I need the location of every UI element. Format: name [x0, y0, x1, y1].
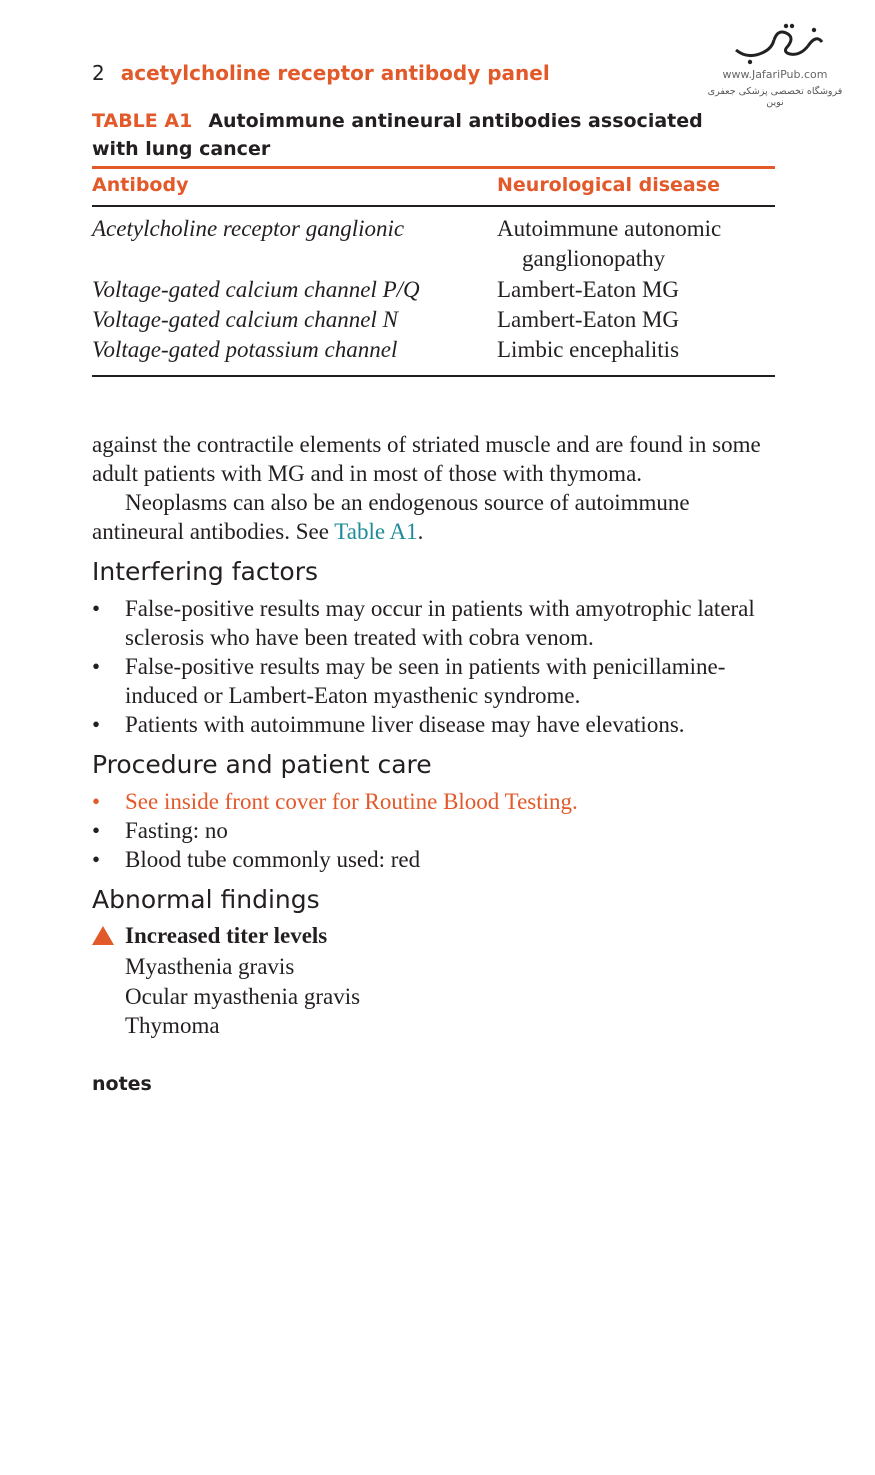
list-item: [92, 594, 782, 652]
body-paragraph: [92, 488, 782, 546]
publisher-watermark: [700, 20, 860, 108]
table-label: TABLE A1: [92, 110, 193, 132]
list-item-text: False-positive results may occur in patients with amyotrophic lateral sclerosis who have been treated with cobra venom.: [125, 596, 755, 650]
table-top-rule: [92, 166, 775, 169]
list-item-text: False-positive results may be seen in patients with penicillamine-induced or Lambert-Eaton myasthenic syndrome.: [125, 654, 726, 708]
table-cell-disease-continued: ganglionopathy: [522, 246, 666, 271]
table-cell-disease: Lambert-Eaton MG: [497, 277, 680, 302]
list-item-text: Blood tube commonly used: red: [125, 847, 421, 872]
bullet-icon: •: [92, 818, 101, 843]
routine-blood-testing-link[interactable]: See inside front cover for Routine Blood Testing.: [125, 789, 578, 814]
running-head: [92, 61, 550, 85]
running-title: acetylcholine receptor antibody panel: [120, 61, 550, 85]
bullet-icon: •: [92, 847, 101, 872]
list-item: [92, 816, 782, 845]
column-header-disease: Neurological disease: [497, 174, 720, 196]
paragraph-end: .: [417, 519, 424, 544]
paragraph-text: Neoplasms can also be an endogenous source of autoimmune antineural antibodies. See: [92, 490, 690, 544]
table-cell-antibody: Voltage-gated potassium channel: [92, 337, 398, 362]
table-cell-antibody: Voltage-gated calcium channel N: [92, 307, 398, 332]
finding-item: Ocular myasthenia gravis: [125, 984, 361, 1009]
findings-subheading: Increased titer levels: [125, 923, 328, 948]
list-item: [92, 787, 782, 816]
table-cell-disease: Lambert-Eaton MG: [497, 307, 680, 332]
bullet-icon: •: [92, 654, 101, 679]
body-paragraph: against the contractile elements of striated muscle and are found in some adult patients with MG and in most of those with thymoma.: [92, 432, 761, 486]
bullet-icon: •: [92, 596, 101, 621]
table-header-rule: [92, 205, 775, 207]
table-caption-text: Autoimmune antineural antibodies associated with lung cancer: [92, 110, 703, 160]
table-cell-antibody: Acetylcholine receptor ganglionic: [92, 216, 405, 241]
table-a1-link[interactable]: Table A1: [334, 519, 418, 544]
finding-item: Thymoma: [125, 1013, 220, 1038]
publisher-logo-icon: [728, 20, 828, 68]
section-heading-interfering: Interfering factors: [92, 557, 319, 586]
table-caption: [92, 107, 732, 163]
table-cell-disease: Limbic encephalitis: [497, 337, 680, 362]
section-heading-procedure: Procedure and patient care: [92, 750, 432, 779]
increase-triangle-icon: [92, 926, 114, 945]
list-item: [92, 652, 782, 710]
column-header-antibody: Antibody: [92, 174, 189, 196]
list-item: [92, 710, 782, 739]
notes-label: notes: [92, 1073, 152, 1095]
list-item-text: Fasting: no: [125, 818, 228, 843]
section-heading-abnormal: Abnormal findings: [92, 885, 320, 914]
table-bottom-rule: [92, 375, 775, 377]
list-item-text: Patients with autoimmune liver disease may have elevations.: [125, 712, 685, 737]
page-number: 2: [92, 61, 105, 85]
table-cell-antibody: Voltage-gated calcium channel P/Q: [92, 277, 420, 302]
table-cell-disease: Autoimmune autonomic: [497, 216, 722, 241]
watermark-tagline: فروشگاه تخصصی پزشکی جعفری نوین: [707, 86, 843, 108]
watermark-url: www.JafariPub.com: [722, 68, 828, 81]
finding-item: Myasthenia gravis: [125, 954, 295, 979]
bullet-icon: •: [92, 712, 101, 737]
list-item: [92, 845, 782, 874]
bullet-icon: •: [92, 789, 101, 814]
